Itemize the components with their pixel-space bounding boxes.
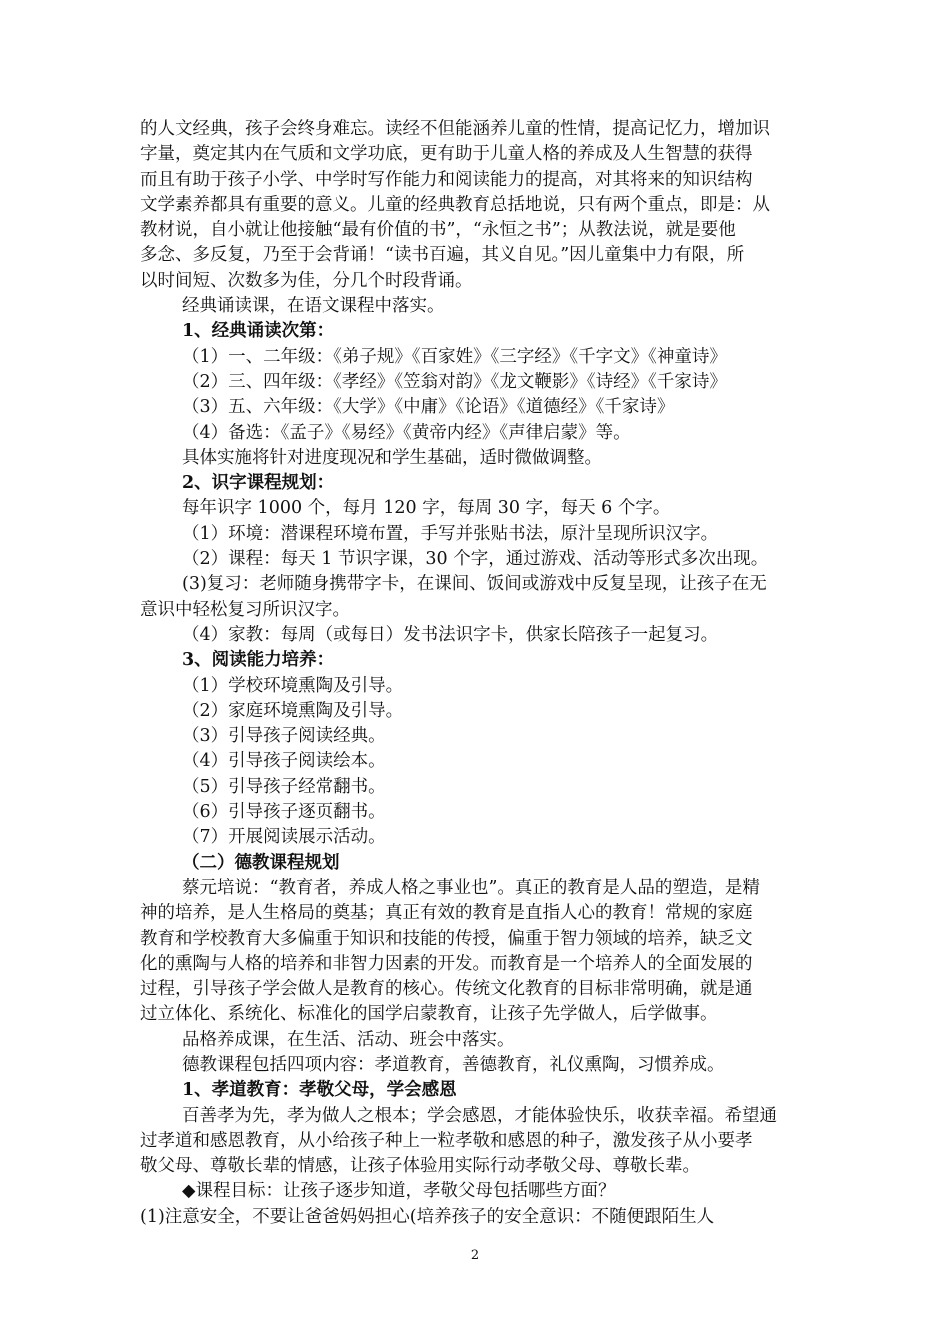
moral-text-line: 神的培养，是人生格局的奠基；真正有效的教育是直指人心的教育！常规的家庭 — [140, 903, 753, 924]
course-goal: ◆课程目标：让孩子逐步知道，孝敬父母包括哪些方面？ — [182, 1181, 616, 1202]
reading-item: （3）引导孩子阅读经典。 — [182, 726, 386, 747]
literacy-item: （1）环境：潜课程环境布置，手写并张贴书法，原汁呈现所识汉字。 — [182, 523, 719, 544]
paragraph-classical-reading: 经典诵读课，在语文课程中落实。 — [182, 296, 445, 317]
paragraph-character: 品格养成课，在生活、活动、班会中落实。 — [182, 1029, 515, 1050]
moral-text-line: 化的熏陶与人格的培养和非智力因素的开发。而教育是一个培养人的全面发展的 — [140, 953, 753, 974]
reading-item: （7）开展阅读展示活动。 — [182, 827, 386, 848]
goal-item: (1)注意安全，不要让爸爸妈妈担心(培养孩子的安全意识：不随便跟陌生人 — [140, 1206, 715, 1227]
literacy-item-home: （4）家教：每周（或每日）发书法识字卡，供家长陪孩子一起复习。 — [182, 624, 719, 645]
classics-item: （3）五、六年级：《大学》《中庸》《论语》《道德经》《千家诗》 — [182, 397, 675, 418]
moral-text-line: 过程，引导孩子学会做人是教育的核心。传统文化教育的目标非常明确，就是通 — [140, 979, 753, 1000]
section-heading-moral: （二）德教课程规划 — [182, 852, 340, 873]
moral-text-line: 过立体化、系统化、标准化的国学启蒙教育，让孩子先学做人，后学做事。 — [140, 1004, 718, 1025]
paragraph-literacy-count: 每年识字 1000 个，每月 120 字，每周 30 字，每天 6 个字。 — [182, 498, 671, 519]
literacy-review-cont: 意识中轻松复习所识汉字。 — [140, 599, 350, 620]
text-line: 以时间短、次数多为佳，分几个时段背诵。 — [140, 270, 473, 291]
reading-item: （6）引导孩子逐页翻书。 — [182, 802, 386, 823]
paragraph-four-items: 德教课程包括四项内容：孝道教育，善德教育，礼仪熏陶，习惯养成。 — [182, 1054, 725, 1075]
text-line: 文学素养都具有重要的意义。儿童的经典教育总括地说，只有两个重点，即是：从 — [140, 194, 770, 215]
text-line: 教材说，自小就让他接触“最有价值的书”，“永恒之书”；从教法说，就是要他 — [140, 220, 736, 241]
reading-item: （1）学校环境熏陶及引导。 — [182, 675, 404, 696]
reading-item: （4）引导孩子阅读绘本。 — [182, 751, 386, 772]
filial-text-line: 百善孝为先，孝为做人之根本；学会感恩，才能体验快乐，收获幸福。希望通 — [182, 1105, 777, 1126]
page-content — [140, 117, 810, 1230]
text-line: 多念、多反复，乃至于会背诵！“读书百遍，其义自见。”因儿童集中力有限，所 — [140, 245, 745, 266]
classics-item: （2）三、四年级：《孝经》《笠翁对韵》《龙文鞭影》《诗经》《千家诗》 — [182, 371, 727, 392]
page-number: 2 — [470, 1248, 480, 1263]
classics-item: （1）一、二年级：《弟子规》《百家姓》《三字经》《千字文》《神童诗》 — [182, 346, 727, 367]
text-line: 的人文经典，孩子会终身难忘。读经不但能涵养儿童的性情，提高记忆力，增加识 — [140, 119, 770, 139]
filial-text-line: 过孝道和感恩教育，从小给孩子种上一粒孝敬和感恩的种子，激发孩子从小要孝 — [140, 1130, 753, 1151]
moral-text-line: 蔡元培说：“教育者，养成人格之事业也”。真正的教育是人品的塑造，是精 — [182, 877, 760, 898]
filial-text-line: 敬父母、尊敬长辈的情感，让孩子体验用实际行动孝敬父母、尊敬长辈。 — [140, 1156, 700, 1177]
reading-item: （2）家庭环境熏陶及引导。 — [182, 700, 404, 721]
heading-filial: 1、孝道教育：孝敬父母，学会感恩 — [182, 1080, 457, 1101]
moral-text-line: 教育和学校教育大多偏重于知识和技能的传授，偏重于智力领域的培养，缺乏文 — [140, 928, 753, 949]
heading-reading: 3、阅读能力培养： — [182, 650, 335, 671]
heading-literacy: 2、识字课程规划： — [182, 473, 335, 494]
classics-item: （4）备选：《孟子》《易经》《黄帝内经》《声律启蒙》等。 — [182, 422, 631, 443]
reading-item: （5）引导孩子经常翻书。 — [182, 776, 386, 797]
text-line: 而且有助于孩子小学、中学时写作能力和阅读能力的提高，对其将来的知识结构 — [140, 169, 753, 190]
literacy-review: (3)复习：老师随身携带字卡，在课间、饭间或游戏中反复呈现，让孩子在无 — [182, 574, 767, 595]
text-line: 字量，奠定其内在气质和文学功底，更有助于儿童人格的养成及人生智慧的获得 — [140, 144, 753, 165]
paragraph-adjust: 具体实施将针对进度现况和学生基础，适时微做调整。 — [182, 447, 602, 468]
heading-classics-order: 1、经典诵读次第： — [182, 321, 335, 342]
literacy-item: （2）课程：每天 1 节识字课，30 个字，通过游戏、活动等形式多次出现。 — [182, 549, 769, 570]
